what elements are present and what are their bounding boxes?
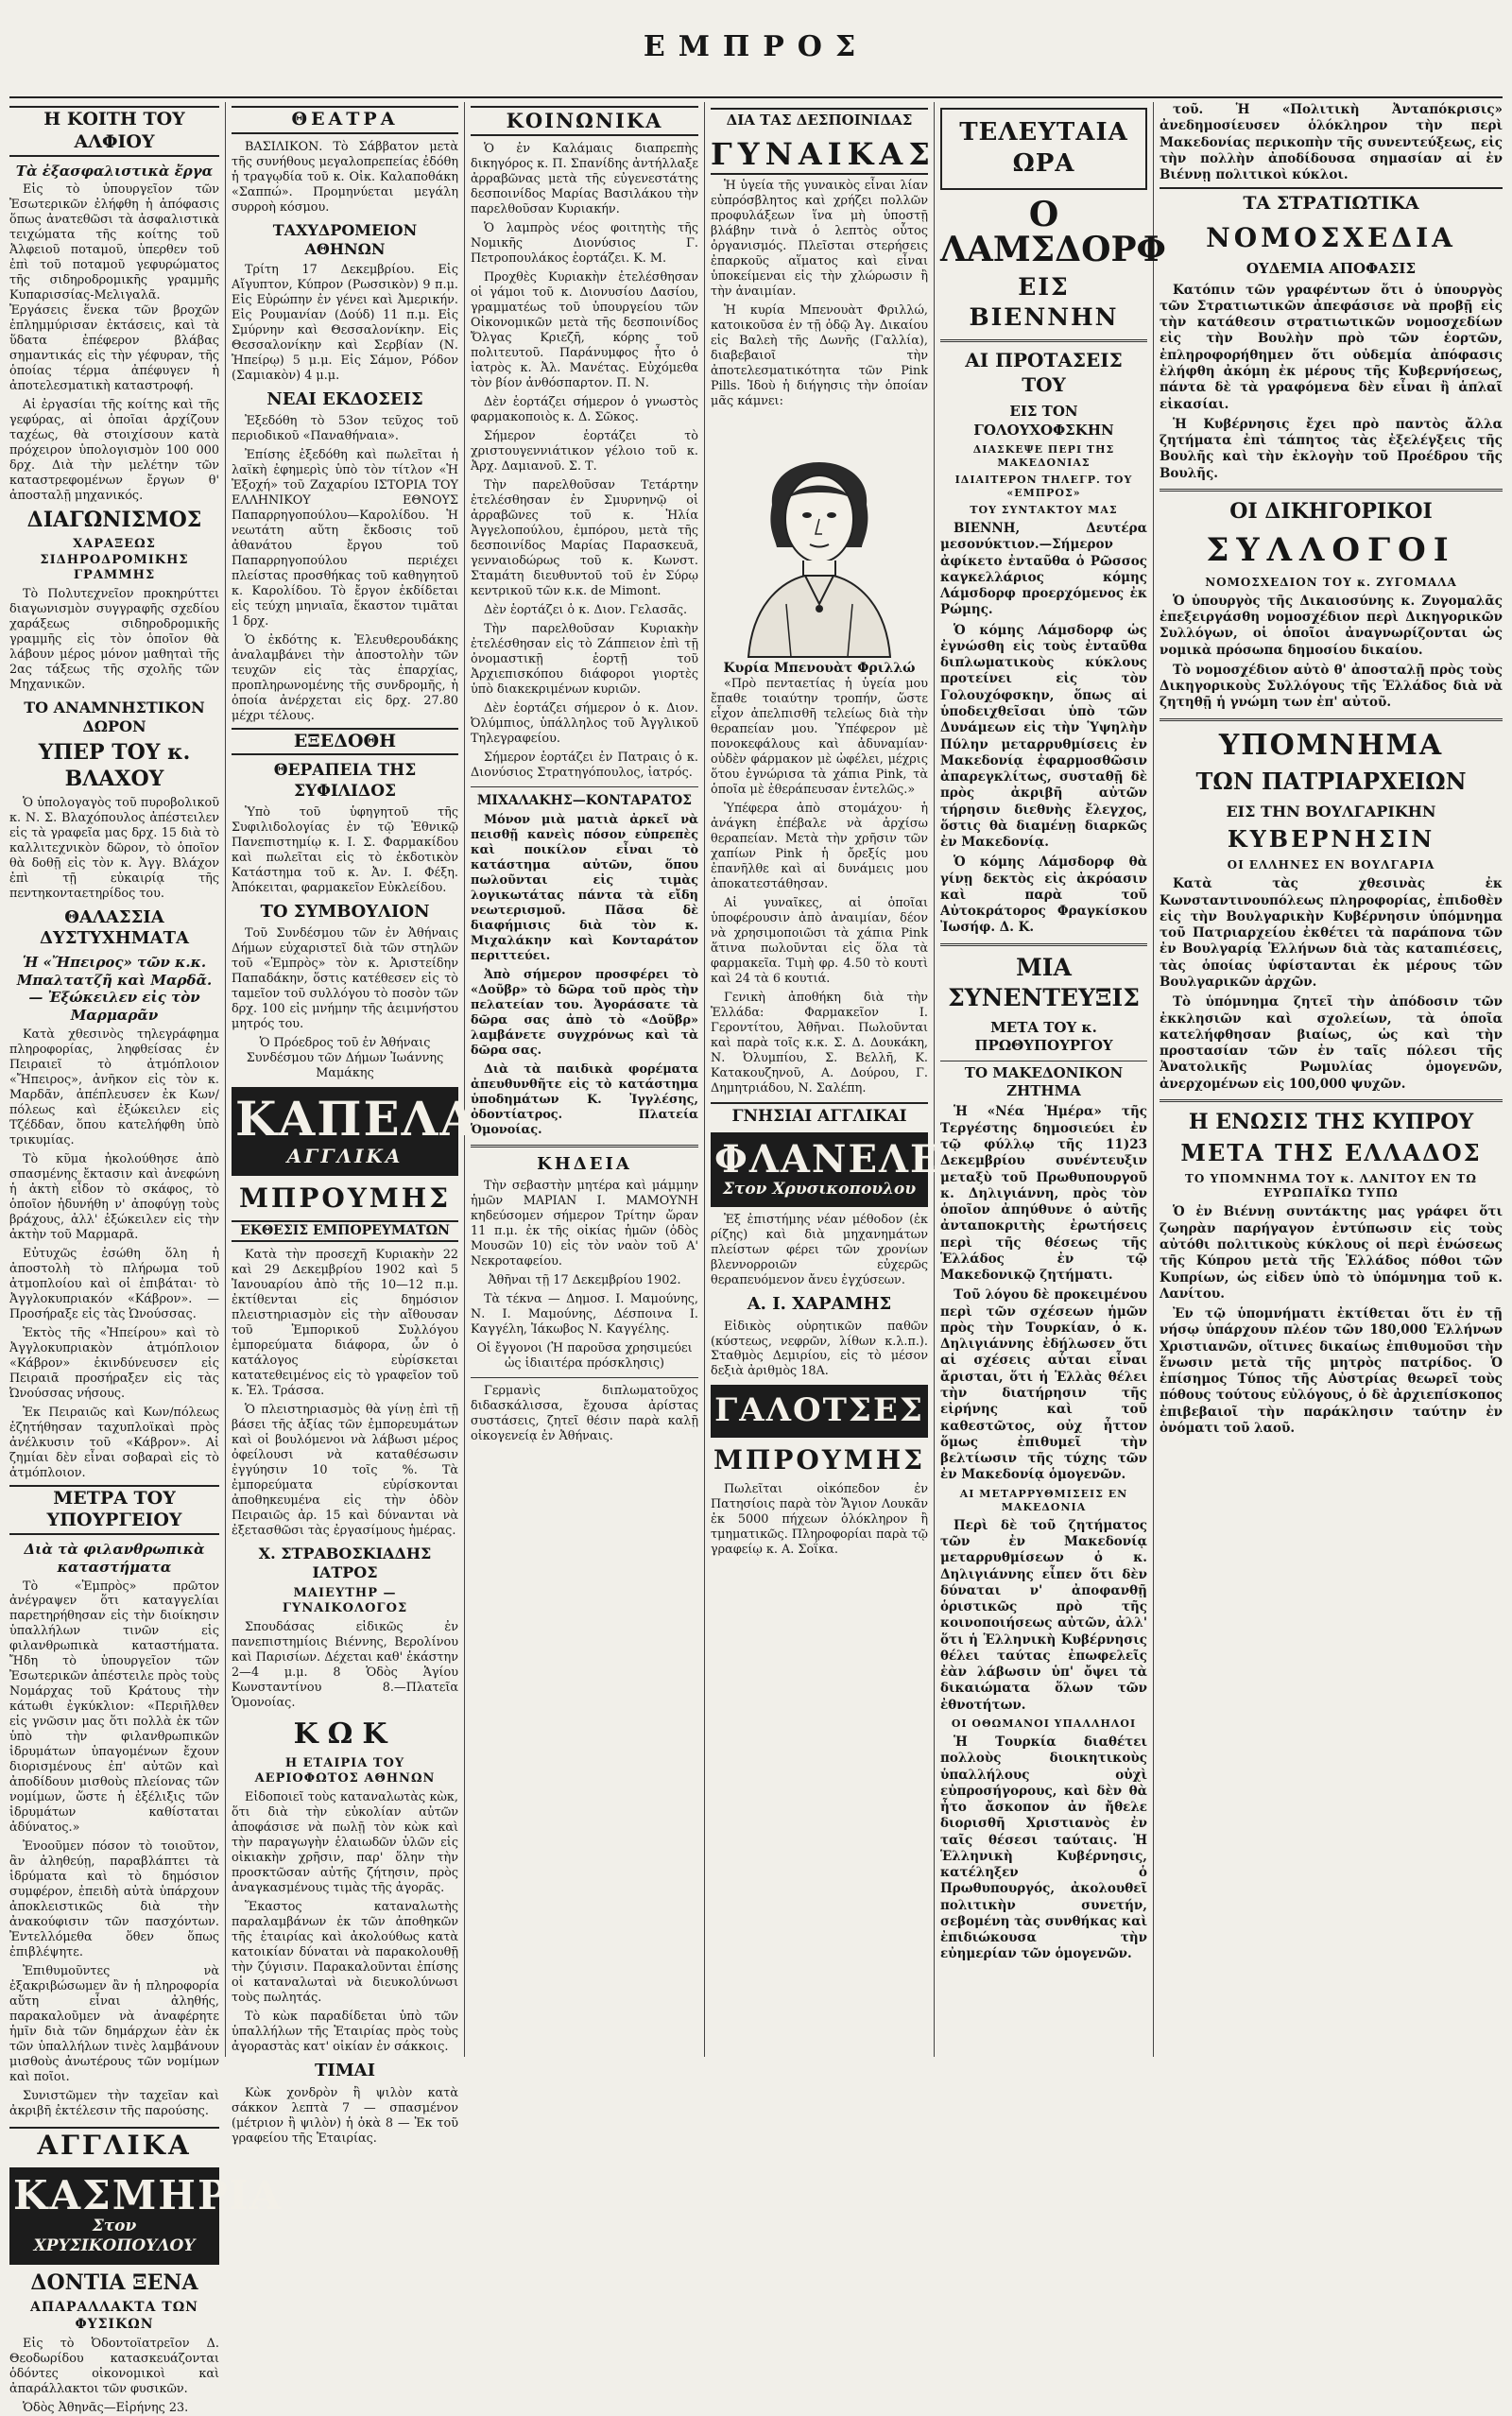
subheadline: ΟΙ ΟΘΩΜΑΝΟΙ ΥΠΑΛΛΗΛΟΙ — [951, 1717, 1137, 1730]
advert-heading: ΓΝΗΣΙΑΙ ΑΓΓΛΙΚΑΙ — [711, 1102, 928, 1127]
paragraph: Ἐν τῷ ὑπομνήματι ἐκτίθεται ὅτι ἐν τῇ νήσῳ ὑπάρχουν πλέον τῶν 180,000 Ἑλλήνων Χριστιανῶν, οἵτινες δικαίως ἐπιθυμοῦσι τὴν ἕνωσιν μετὰ τῆς μητρὸς πατρίδος. Ὁ ἐπίσημος Τύπος τῆς Αὐστρίας θεωρεῖ τοὺς πόθους τούτους εὐλόγους, ὁ δὲ ἀρχιεπίσκοπος ἐπιβεβαιοῖ τὴν παράκλησιν ταύτην ἐν ὀνόματι τοῦ λαοῦ. — [1160, 1306, 1503, 1436]
headline: ΚΥΒΕΡΝΗΣΙΝ — [1227, 825, 1435, 854]
advert-word: ΚΑΠΕΛΑ — [235, 1091, 479, 1148]
paragraph: Προχθὲς Κυριακὴν ἐτελέσθησαν οἱ γάμοι τοῦ κ. Διονυσίου Δασίου, γραμματέως τοῦ ὑπουργείου τῶν Οἰκονομικῶν μετὰ τῆς δεσποινίδος Ὄλγας Κριεζῆ, κόρης τοῦ πολιτευτοῦ. Παράνυμφος ἦτο ὁ ἰατρὸς κ. Ἀλ. Μανέτας. Εὐχόμεθα τὸν βίον ἀνθόσπαρτον. Π. Ν. — [471, 270, 698, 391]
paragraph: Κατόπιν τῶν γραφέντων ὅτι ὁ ὑπουργὸς τῶν Στρατιωτικῶν ἀπεφάσισε νὰ προβῇ εἰς τὴν κατάθεσιν στρατιωτικῶν νομοσχεδίων εἰς τὴν Βουλὴν πρὸ τῶν ἑορτῶν, ἐπληροφορήθημεν ὅτι οὐδεμία ἀπόφασις ἐλήφθη ἀκόμη ἐκ μέρους τῆς Κυβερνήσεως, πάντα δὲ τὰ γραφόμενα δὲν εἶναι ἢ ἁπλαῖ εἰκασίαι. — [1160, 282, 1503, 412]
headline: ΘΕΑΤΡΑ — [232, 106, 458, 134]
headline: ΤΑΧΥΔΡΟΜΕΙΟΝ ΑΘΗΝΩΝ — [272, 220, 418, 258]
paragraph: Γενικὴ ἀποθήκη διὰ τὴν Ἑλλάδα: Φαρμακεῖον Ι. Γεροντίτου, Ἀθῆναι. Πωλοῦνται καὶ παρὰ τοῖς κ.κ. Σ. Δ. Δουκάκη, Ν. Ὀλυμπίου, Σ. Βελλῆ, Κ. Κατακουζηνοῦ, Α. Δούρου, Γ. Δημητριάδου, Ν. Σαλέπη. — [711, 990, 928, 1096]
subheadline: ΤΟ ΥΠΟΜΝΗΜΑ ΤΟΥ κ. ΛΑΝΙΤΟΥ ΕΝ ΤΩ ΕΥΡΩΠΑΪΚΩ ΤΥΠΩ — [1185, 1171, 1477, 1200]
paragraph: ΒΑΣΙΛΙΚΟΝ. Τὸ Σάββατον μετὰ τῆς συνήθους μεγαλοπρεπείας ἐδόθη ἡ τραγῳδία τοῦ κ. Οἰκ. Καλαποθάκη «Σαππώ». Προμηνύεται μεγάλη συρροὴ κόσμου. — [232, 139, 458, 215]
subheadline: ΤΟΥ ΣΥΝΤΑΚΤΟΥ ΜΑΣ — [970, 504, 1118, 516]
paragraph: Τὸ «Ἐμπρὸς» πρῶτον ἀνέγραψεν ὅτι καταγγελίαι παρετηρήθησαν εἰς τὴν διοίκησιν ὑπαλλήλων τινῶν εἰς φιλανθρωπικὰ καταστήματα. Ἤδη τὸ ὑπουργεῖον τῶν Ἐσωτερικῶν ἀπέστειλε πρὸς τοὺς Νομάρχας τοῦ Κράτους τὴν κάτωθι ἐγκύκλιον: «Περιῆλθεν εἰς γνῶσιν μας ὅτι πολλὰ ἐκ τῶν ὑπὸ τὴν φιλανθρωπικῶν ἱδρυμάτων ὑπαγομένων ἔχουν διορισμένους ἐπ' αὐτῶν καὶ ἀποδίδουν μισθοὺς πλείονας τῶν νομίμων, ὥστε ἡ ἐξέλιξις τῶν ἱδρυμάτων καθίσταται ἀδύνατος.» — [9, 1579, 219, 1836]
column-rule — [1153, 102, 1154, 2057]
paragraph: Ὁ ὑπουργὸς τῆς Δικαιοσύνης κ. Ζυγομαλᾶς ἐπεξειργάσθη νομοσχέδιον περὶ Δικηγορικῶν Συλλόγων, οἱ ὁποῖοι ἀναγνωρίζονται ὡς νομικὰ πρόσωπα δημοσίου δικαίου. — [1160, 593, 1503, 658]
newspaper-title: ΕΜΠΡΟΣ — [643, 30, 869, 63]
headline: ΤΙΜΑΙ — [314, 2061, 376, 2081]
advert-hats — [232, 1087, 479, 1176]
divider — [940, 943, 1147, 946]
paragraph: Ὁ ἐν Καλάμαις διαπρεπὴς δικηγόρος κ. Π. Σπανίδης ἀντήλλαξε ἀρραβῶνας μετὰ τῆς εὐγενεστάτης δεσποινίδος Μαρίας Βασιλάκου τὴν παρελθοῦσαν Κυριακήν. — [471, 142, 698, 217]
advert-word: ΦΛΑΝΕΛΕΣ — [714, 1136, 970, 1182]
column-5 — [940, 102, 1166, 2057]
subheadline: ΑΠΑΡΑΛΛΑΚΤΑ ΤΩΝ ΦΥΣΙΚΩΝ — [30, 2300, 198, 2332]
subheadline: Διὰ τὰ φιλανθρωπικὰ καταστήματα — [24, 1541, 205, 1576]
paragraph: Δὲν ἑορτάζει σήμερον ὁ γνωστὸς φαρμακοποιὸς κ. Δ. Σῶκος. — [471, 395, 698, 424]
paragraph: Εἰδικὸς οὐρητικῶν παθῶν (κύστεως, νεφρῶν, λίθων κ.λ.π.). Σταθμὸς Δεμιρίου, εἰς τὸ μέσον δεξιὰ ἀριθμὸς 18Α. — [711, 1319, 928, 1379]
headline: ΑΙ ΠΡΟΤΑΣΕΙΣ ΤΟΥ — [965, 349, 1123, 396]
paragraph: ΒΙΕΝΝΗ, Δευτέρα μεσονύκτιον.—Σήμερον ἀφίκετο ἐνταῦθα ὁ Ρῶσσος καγκελλάριος κόμης Λάμσδορφ προερχόμενος ἐκ Ρώμης. — [940, 521, 1147, 618]
divider — [1160, 489, 1503, 492]
paragraph: Κὼκ χονδρὸν ἢ ψιλὸν κατὰ σάκκον λεπτὰ 7 — σπασμένον (μέτριον ἢ ψιλὸν) ἡ ὀκὰ 8 — Ἐκ τοῦ γραφείου τῆς Ἑταιρίας. — [232, 2085, 458, 2146]
paragraph: Ἐξ ἐπιστήμης νέαν μέθοδον (ἐκ ρίζης) καὶ διὰ μηχανημάτων πλείστων φέρει τῶν χρονίων βλεννορροιῶν εὐχερῶς θεραπευόμενον ἄνευ ἐγχύσεων. — [711, 1213, 928, 1288]
paragraph: Τὴν παρελθοῦσαν Τετάρτην ἐτελέσθησαν ἐν Σμυρνηνῷ οἱ ἀρραβῶνες τοῦ κ. Ἠλία Ἀγγελοπούλου, ἐμπόρου, μετὰ τῆς δεσποινίδος Μαρίας Παρασκευᾶ, γενναιοδώρως τοῦ κ. Κωνστ. Σταμάτη διευθυντοῦ τοῦ ἐν Σύρῳ κεντρικοῦ τῶν κ.κ. de Mimont. — [471, 477, 698, 598]
paragraph: Τρίτη 17 Δεκεμβρίου. Εἰς Αἴγυπτον, Κύπρον (Ρωσσικὸν) 9 π.μ. Εἰς Εὐρώπην ἐν γένει καὶ Ἀμερικήν. Εἰς Ρουμανίαν (Δούδ) 11 π.μ. Εἰς Σμύρνην καὶ Θεσσαλονίκην. Εἰς Θεσσαλονίκην καὶ Σερβίαν (Ν. Ἠπείρῳ) 5 μ.μ. Εἰς Σάμον, Ρόδον (Σαμιακὸν) 4 μ.μ. — [232, 262, 458, 383]
advert-shop-name: ΜΠΡΟΥΜΗΣ — [713, 1444, 926, 1476]
paragraph: Ὁ κόμης Λάμσδορφ ὡς ἐγνώσθη εἰς τοὺς ἐνταῦθα διπλωματικοὺς κύκλους προτείνει εἰς τὸν Γολουχόφσκην, ὅπως αἱ ὑποδειχθεῖσαι ὑπὸ τῶν Δυνάμεων εἰς τὴν Ὑψηλὴν Πύλην μεταρρυθμίσεις ἐν Μακεδονίᾳ ἐφαρμοσθῶσιν ἀπαρεγκλίτως, συσταθῇ δὲ πρὸς ἀκριβῆ αὐτῶν τήρησιν διεθνὴς ἔλεγχος, ὅστις θὰ διαμένῃ διαρκῶς ἐν Μακεδονίᾳ. — [940, 622, 1147, 851]
paragraph: Κατὰ τὰς χθεσινὰς ἐκ Κωνσταντινουπόλεως πληροφορίας, ἐπιδοθὲν εἰς τὴν Βουλγαρικὴν Κυβέρνησιν ὑπόμνημα τοῦ Πατριαρχείου ἐκθέτει τὰ παράπονα τῶν ἐν Βουλγαρίᾳ Ἑλλήνων διὰ τὰς καταπιέσεις, τὰς ὁποίας ὑφίστανται ἐκ μέρους τῶν Βουλγαρικῶν ἀρχῶν. — [1160, 876, 1503, 990]
headline: ΤΟ ΜΑΚΕΔΟΝΙΚΟΝ ΖΗΤΗΜΑ — [940, 1061, 1147, 1100]
paragraph: Γερμανὶς διπλωματοῦχος διδασκάλισσα, ἔχουσα ἀρίστας συστάσεις, ζητεῖ θέσιν παρὰ καλῇ οἰκογενείᾳ ἐν Ἀθήναις. — [471, 1384, 698, 1444]
column-rule — [934, 102, 935, 2057]
headline: ΥΠΟΜΝΗΜΑ — [1218, 728, 1444, 762]
paragraph: Περὶ δὲ τοῦ ζητήματος τῶν ἐν Μακεδονίᾳ μεταρρυθμίσεων ὁ κ. Δηλιγιάννης εἶπεν ὅτι δὲν δύναται ν' ἀποφανθῇ ὁριστικῶς πρὸ τῆς κοινοποιήσεως αὐτῶν, ἀλλ' ὅτι ἡ Ἑλληνικὴ Κυβέρνησις θέλει ταύτας ἐπωφελεῖς ἐὰν λάβωσιν ὑπ' ὄψει τὰ δικαιώματα ὅλων τῶν ἐθνοτήτων. — [940, 1517, 1147, 1713]
paragraph: Συνιστῶμεν τὴν ταχεῖαν καὶ ἀκριβῆ ἐκτέλεσιν τῆς παρούσης. — [9, 2088, 219, 2118]
divider — [940, 339, 1147, 342]
advert-flannels — [711, 1132, 970, 1207]
paragraph: Δὲν ἑορτάζει ὁ κ. Διον. Γελασᾶς. — [484, 602, 688, 617]
advert-shop-name: ΜΠΡΟΥΜΗΣ — [238, 1182, 452, 1214]
headline: Η ΕΝΩΣΙΣ ΤΗΣ ΚΥΠΡΟΥ — [1188, 1109, 1474, 1134]
paragraph: Σήμερον ἑορτάζει ἐν Πατραις ὁ κ. Διονύσιος Στρατηγόπουλος, ἰατρός. — [471, 750, 698, 780]
column-3 — [471, 102, 698, 2057]
paragraph: Τὸ κῦμα ἠκολούθησε ἀπὸ σπασμένης ἔκτασιν καὶ ἀνεφώνη ἡ ἀκτὴ εἶδον τὸ σκάφος, τὸ ὁποῖον ἠδυνήθη ν' ἀποφύγῃ τοὺς βράχους, ἀλλ' ἐξώκειλεν εἰς τὴν ἀκτὴν τοῦ Μαρμαρᾶ. — [9, 1151, 219, 1242]
headline: ΤΑ ΣΤΡΑΤΙΩΤΙΚΑ — [1160, 187, 1503, 215]
paragraph: τοῦ. Ἡ «Πολιτικὴ Ἀνταπόκρισις» ἀνεδημοσίευσεν ὁλόκληρον τὴν περὶ Μακεδονίας περικοπὴν τῆς συνεντεύξεως, εἰς τὴν πολλὴν ἀποδίδουσα σημασίαν αἱ ἐν Βιέννῃ πολιτικοὶ κύκλοι. — [1160, 102, 1503, 183]
divider — [1160, 718, 1503, 721]
paragraph: Ὁ ὑπολογαγὸς τοῦ πυροβολικοῦ κ. Ν. Σ. Βλαχόπουλος ἀπέστειλεν εἰς τὰ γραφεῖα μας δρχ. 15 διὰ τὸ καλλιτεχνικὸν δῶρον, τὸ ὁποῖον θὰ δοθῇ εἰς τὸν κ. Ἀγγ. Βλάχον ἐπὶ τῇ εὐκαιρίᾳ τῆς πεντηκονταετηρίδος του. — [9, 796, 219, 901]
headline: ΚΩΚ — [293, 1717, 397, 1752]
paragraph: Τὸ κὼκ παραδίδεται ὑπὸ τῶν ὑπαλλήλων τῆς Ἑταιρίας πρὸς τοὺς ἀγοραστὰς κατ' οἰκίαν ἐν σάκκοις. — [232, 2010, 458, 2055]
headline: ΘΕΡΑΠΕΙΑ ΤΗΣ ΣΥΦΙΛΙΔΟΣ — [273, 761, 417, 801]
headline: ΝΟΜΟΣΧΕΔΙΑ — [1206, 221, 1456, 253]
headline: ΕΚΘΕΣΙΣ ΕΜΠΟΡΕΥΜΑΤΩΝ — [232, 1220, 458, 1243]
column-2 — [232, 102, 479, 2146]
subheadline: Ἡ «Ἤπειρος» τῶν κ.κ. Μπαλτατζῆ καὶ Μαρδᾶ. — Ἐξώκειλεν εἰς τὸν Μαρμαρᾶν — [16, 953, 213, 1025]
paragraph: Πωλεῖται οἰκόπεδον ἐν Πατησίοις παρὰ τὸν Ἅγιον Λουκᾶν ἐκ 5000 πήχεων ὁλόκληρον ἢ τμηματικῶς. Πληροφορίαι παρὰ τῷ γραφείῳ κ. Α. Σοΐκα. — [711, 1482, 928, 1558]
paragraph: Ὁ κόμης Λάμσδορφ θὰ γίνῃ δεκτὸς εἰς ἀκρόασιν καὶ παρὰ τοῦ Αὐτοκράτορος Φραγκίσκου Ἰωσήφ. Δ. Κ. — [940, 854, 1147, 936]
paragraph: Ἐκτὸς τῆς «Ἠπείρου» καὶ τὸ Ἀγγλοκυπριακὸν ἀτμόπλοιον «Κάβρον» ἐκινδύνευσεν εἰς Πειραιᾶ προσήραξεν εἰς τὰς Ὠνούσσας νήσους. — [9, 1325, 219, 1401]
paragraph: Ἐπιθυμοῦντες νὰ ἐξακριβώσωμεν ἂν ἡ πληροφορία αὕτη εἶναι ἀληθής, παρακαλοῦμεν νὰ ἀναφέρητε ἡμῖν διὰ τῶν δημάρχων ἐὰν ἐκ τῶν ὑπαλλήλων τινὲς λαμβάνουν μισθοὺς ἀνωτέρους τῶν νομίμων καὶ ποῖοι. — [9, 1964, 219, 2084]
paragraph: Ἡ Τουρκία διαθέτει πολλοὺς διοικητικοὺς ὑπαλλήλους οὐχὶ εὐπροσήγορους, καὶ δὲν θὰ ἦτο ἄσκοπον ἀν ἤθελε διορισθῆ Χριστιανὸς ἐν ταῖς θέσεσι ταύταις. Ἡ Ἑλληνικὴ Κυβέρνησις, κατέληξεν ὁ Πρωθυπουργός, ἀκολουθεῖ πολιτικὴν συνετήν, σεβομένη τὰς συνθήκας καὶ ἐπιδιώκουσα τὴν εὐημερίαν τῶν ὁμογενῶν. — [940, 1734, 1147, 1962]
subheadline: ΟΙ ΕΛΛΗΝΕΣ ΕΝ ΒΟΥΛΓΑΡΙΑ — [1227, 858, 1435, 872]
paragraph: Σήμερον ἑορτάζει τὸ χριστουγεννιάτικον γέλοιο τοῦ κ. Ἀρχ. Δαμιανοῦ. Σ. Τ. — [471, 428, 698, 474]
column-rule — [464, 102, 465, 2057]
paragraph: Κατὰ τὴν προσεχῆ Κυριακὴν 22 καὶ 29 Δεκεμβρίου 1902 καὶ 5 Ἰανουαρίου ἀπὸ τῆς 10—12 π.μ. ἐκτίθενται εἰς δημόσιον πλειστηριασμὸν εἰς τὴν αἴθουσαν τοῦ Ἐμπορικοῦ Συλλόγου ἐμπορεύματα διάφορα, ὧν ὁ κατάλογος εὑρίσκεται κατατεθειμένος εἰς τὸ γραφεῖον τοῦ κ. Ἐλ. Τράσσα. — [232, 1248, 458, 1399]
paragraph: Μόνον μιὰ ματιὰ ἀρκεῖ νὰ πεισθῇ κανεὶς πόσον εὐπρεπὲς καὶ ποικίλον εἶναι τὸ κατάστημα αὐτῶν, ὅπου πωλοῦνται εἰς τιμὰς λογικωτάτας πάντα τὰ εἴδη νεωτερισμοῦ. Πᾶσα δὲ διαφήμισις διὰ τὸν κ. Μιχαλάκην καὶ Κονταράτον περιττεύει. — [471, 813, 698, 963]
advert-shop-name: Στον ΧΡΥΣΙΚΟΠΟΥΛΟΥ — [33, 2217, 196, 2256]
headline: ΟΙ ΔΙΚΗΓΟΡΙΚΟΙ — [1229, 498, 1433, 524]
subheadline: ΔΙΑΣΚΕΨΕ ΠΕΡΙ ΤΗΣ ΜΑΚΕΔΟΝΙΑΣ — [972, 442, 1115, 469]
paragraph: Τοῦ Συνδέσμου τῶν ἐν Ἀθήναις Δήμων εὐχαριστεῖ διὰ τῶν στηλῶν τοῦ «Ἐμπρὸς» τὸν κ. Ἀριστείδην Παπαδάκην, ὅστις κατέθεσεν εἰς τὸ ταμεῖον τοῦ συλλόγου τὸ ποσὸν τῶν δρχ. 100 εἰς μνήμην τῆς ἀειμνήστου μητρός του. — [232, 926, 458, 1032]
divider — [471, 1145, 698, 1148]
paragraph: Ἡ Κυβέρνησις ἔχει πρὸ παντὸς ἄλλα ζητήματα ἐπὶ τάπητος τὰς ἐξελέγξεις τῆς Βουλῆς καὶ τὴν ἐκλογὴν τοῦ Προέδρου τῆς Βουλῆς. — [1160, 416, 1503, 481]
column-rule — [225, 102, 226, 2057]
paragraph: Τὴν σεβαστὴν μητέρα καὶ μάμμην ἡμῶν ΜΑΡΙΑΝ Ι. ΜΑΜΟΥΝΗ κηδεύσομεν σήμερον Τρίτην ὥραν 11 π.μ. ἐκ τῆς οἰκίας ἡμῶν (ὁδὸς Μουσῶν 10) εἰς τὸν ναὸν τοῦ Α' Νεκροταφείου. — [471, 1179, 698, 1269]
paragraph: Ὁ ἐν Βιέννῃ συντάκτης μας γράφει ὅτι ζωηρὰν παρήγαγον ἐντύπωσιν εἰς τοὺς αὐτόθι πολιτικοὺς κύκλους οἱ περὶ ἑνώσεως τῆς Κύπρου μετὰ τῆς Ἑλλάδος πόθοι τῶν Κυπρίων, ὡς εἰδεν ὑπὸ τὸ ὑπόμνημα τοῦ κ. Λανίτου. — [1160, 1204, 1503, 1302]
divider — [1160, 1099, 1503, 1102]
paragraph: Εἰς τὸ ὑπουργεῖον τῶν Ἐσωτερικῶν ἐλήφθη ἡ ἀπόφασις ὅπως ἀνατεθῶσι τὰ ἀσφαλιστικὰ τειχώματα τῆς κοίτης τοῦ Ἀλφειοῦ ποταμοῦ, ὑπερθεν τοῦ ἐπὶ τοῦ ποταμοῦ γεφυρώματος τῆς σιδηροδρομικῆς γραμμῆς Κυπαρισσίας-Μελιγαλᾶ. Ἐργάσεις ἕνεκα τῶν βροχῶν ἐπλημμύρισαν ἐκτάσεις, καὶ τὰ ὕδατα ἐπέφερον βλάβας σημαντικάς εἰς τὴν γέφυραν, τῆς ὁποίας τέρμα ἀπέφυγεν ἡ ἀποτελεσματικὴ καταστροφή. — [9, 182, 219, 394]
paragraph: Οἱ ἔγγονοι (Ἡ παροῦσα χρησιμεύει ὡς ἰδιαιτέρα πρόσκλησις) — [476, 1341, 693, 1372]
headline: Η ΚΟΙΤΗ ΤΟΥ ΑΛΦΙΟΥ — [9, 106, 219, 157]
headline: ΜΙΧΑΛΑΚΗΣ—ΚΟΝΤΑΡΑΤΟΣ — [476, 792, 693, 808]
headline: ΤΟ ΑΝΑΜΝΗΣΤΙΚΟΝ ΔΩΡΟΝ — [24, 699, 205, 736]
paragraph: Ἕκαστος καταναλωτὴς παραλαμβάνων ἐκ τῶν ἀποθηκῶν τῆς ἑταιρίας καὶ ἀκολούθως κατὰ κατοικίαν δύναται νὰ παρακολουθῇ τὴν ζύγισιν. Παρακαλοῦνται ἐπίσης οἱ καταναλωταὶ νὰ διευκολύνωσι τοὺς πωλητάς. — [232, 1900, 458, 2006]
headline: ΔΙΑ ΤΑΣ ΔΕΣΠΟΙΝΙΔΑΣ — [711, 108, 928, 129]
masthead — [9, 28, 1503, 98]
paragraph: Ἐπίσης ἐξεδόθη καὶ πωλεῖται ἡ λαϊκὴ ἐφημερὶς ὑπὸ τὸν τίτλον «Ἡ Ἐξοχή» τοῦ Ζαχαρίου ΙΣΤΟΡΙΑ ΤΟΥ ΕΛΛΗΝΙΚΟΥ ΕΘΝΟΥΣ Παπαρρηγοπούλου—Καρολίδου. Ἡ νεωτάτη αὕτη ἔκδοσις τοῦ ἀθανάτου ἔργου τοῦ Παπαρρηγοπούλου περιέχει πλείστας προσθήκας τοῦ καθηγητοῦ κ. Καρολίδου. Τὸ ἔργον ἐκδίδεται εἰς τεύχη μηνιαῖα, ἕκαστον τιμᾶται 1 δρχ. — [232, 448, 458, 629]
paragraph: Κατὰ χθεσινὸς τηλεγράφημα πληροφορίας, ληφθείσας ἐν Πειραιεῖ τὸ ἀτμόπλοιον «Ἤπειρος», ἀνῆκον εἰς τὸν κ. Μαρδᾶν, ἀπέπλευσεν ἐκ Κων/πόλεως καὶ ἐξώκειλεν εἰς Τζέδδαν, ὅπου κατελήφθη ὑπὸ τρικυμίας. — [9, 1027, 219, 1148]
headline: ΔΙΑΓΩΝΙΣΜΟΣ — [26, 507, 202, 532]
paragraph: Ἐξεδόθη τὸ 53ον τεῦχος τοῦ περιοδικοῦ «Παναθήναια». — [232, 414, 458, 444]
headline: ΤΟ ΣΥΜΒΟΥΛΙΟΝ — [260, 901, 430, 922]
paragraph: Ὑπέφερα ἀπὸ στομάχου· ἡ ἀνάγκη ἐπέβαλε νὰ ἀρχίσω θεραπείαν. Μετὰ τὴν χρῆσιν τῶν χαπίων Pink ἡ ὄρεξίς μου ἐπανῆλθε καὶ αἱ δυνάμεις μου ἀποκατεστάθησαν. — [711, 801, 928, 891]
paragraph: Εἰδοποιεῖ τοὺς καταναλωτὰς κὼκ, ὅτι διὰ τὴν εὐκολίαν αὐτῶν ἀποφάσισε νὰ πωλῇ τὸν κὼκ καὶ τὴν παραγωγὴν ἐλαιωδῶν ὑλῶν εἰς οἰκιακὴν χρῆσιν, παρ' ὅλην τὴν προσκτῶσαν αὐτῆς ζήτησιν, πρὸς ἀναγκασμένους τιμὰς τῆς ἀγορᾶς. — [232, 1790, 458, 1896]
subheadline: ΜΑΙΕΥΤΗΡ — ΓΥΝΑΙΚΟΛΟΓΟΣ — [282, 1585, 408, 1616]
headline: ΥΠΕΡ ΤΟΥ κ. ΒΛΑΧΟΥ — [38, 740, 191, 791]
headline: ΜΕΤΑ ΤΟΥ κ. ΠΡΩΘΥΠΟΥΡΓΟΥ — [974, 1018, 1113, 1054]
paragraph: Σπουδάσας εἰδικῶς ἐν πανεπιστημίοις Βιέννης, Βερολίνου καὶ Παρισίων. Δέχεται καθ' ἑκάστην 2—4 μ.μ. 8 Ὁδὸς Ἁγίου Κωνσταντίνου 8.—Πλατεῖα Ὁμονοίας. — [232, 1620, 458, 1711]
divider — [471, 786, 698, 787]
paragraph: Δὲν ἑορτάζει σήμερον ὁ κ. Διον. Ὀλύμπιος, ὑπάλληλος τοῦ Ἀγγλικοῦ Τηλεγραφείου. — [471, 700, 698, 746]
headline: Α. Ι. ΧΑΡΑΜΗΣ — [747, 1294, 892, 1315]
column-1 — [9, 102, 283, 2415]
paragraph: Ὑπὸ τοῦ ὑφηγητοῦ τῆς Συφιλιδολογίας ἐν τῷ Ἐθνικῷ Πανεπιστημίῳ κ. Ι. Σ. Φαρμακίδου καὶ πωλεῖται εἰς τὸ ἐκδοτικὸν Κατάστημα τοῦ κ. Ἀν. Ι. Φέξη. Ἀπόκειται, φαρμακεῖον Εὐκλείδου. — [232, 804, 458, 895]
advert-word: ΓΑΛΟΤΣΕΣ — [714, 1391, 924, 1430]
paragraph: Τὰ τέκνα — Δημοσ. Ι. Μαμούνης, Ν. Ι. Μαμούνης, Δέσποινα Ι. Καγγέλη, Ἰάκωβος Ν. Καγγέλης. — [471, 1292, 698, 1337]
paragraph: Ἡ ὑγεία τῆς γυναικὸς εἶναι λίαν εὐπρόσβλητος καὶ χρήζει πολλῶν προφυλάξεων ἵνα μὴ ὑποστῇ βλάβην τινὰ ὁ λεπτὸς οὗτος ὀργανισμός. Πλεῖσται στερήσεις ἐπαρκοῦς αἵματος καὶ εἶναι ὑποκείμεναι εἰς τὴν χλώρωσιν ἢ τὴν ἀναιμίαν. — [711, 178, 928, 299]
headline: ΜΙΑ ΣΥΝΕΝΤΕΥΞΙΣ — [948, 953, 1140, 1011]
advert-galoshes — [711, 1385, 928, 1438]
subheadline: Η ΕΤΑΙΡΙΑ ΤΟΥ ΑΕΡΙΟΦΩΤΟΣ ΑΘΗΝΩΝ — [254, 1755, 436, 1786]
subheadline: Τὰ ἐξασφαλιστικὰ ἔργα — [15, 162, 214, 180]
advert-subtitle: ΑΓΓΛΙΚΑ — [286, 1144, 404, 1167]
subheadline: ΝΟΜΟΣΧΕΔΙΟΝ ΤΟΥ κ. ΖΥΓΟΜΑΛΑ — [1205, 575, 1457, 589]
headline: ΕΙΣ ΒΙΕΝΝΗΝ — [969, 273, 1119, 332]
headline: ΔΟΝΤΙΑ ΞΕΝΑ — [30, 2269, 198, 2295]
headline: ΚΟΙΝΩΝΙΚΑ — [471, 106, 698, 136]
paragraph: Τὴν παρελθοῦσαν Κυριακὴν ἐτελέσθησαν εἰς τὸ Ζάππειον ἐπὶ τῇ ὀνομαστικῇ ἑορτῇ τοῦ Ἀρχιεπισκόπου διάφοροι γιορτὲς ὑπὸ διακεκριμένων κυριῶν. — [471, 621, 698, 697]
paragraph: Ὁ Πρόεδρος τοῦ ἐν Ἀθήναις Συνδέσμου τῶν Δήμων Ἰωάννης Μαμάκης — [246, 1036, 444, 1081]
headline: Ο ΛΑΜΣΔΟΡΦ — [940, 194, 1166, 270]
paragraph: Διὰ τὰ παιδικὰ φορέματα ἀπευθυνθῆτε εἰς τὸ κατάστημα ὑποδημάτων Κ. Ἰγγλέσης, ὀδοντίατρος. Πλατεία Ὁμονοίας. — [471, 1061, 698, 1137]
paragraph: Ὁ πλειστηριασμὸς θὰ γίνῃ ἐπὶ τῇ βάσει τῆς ἀξίας τῶν ἐμπορευμάτων καὶ οἱ βουλόμενοι νὰ λάβωσι μέρος ὀφείλουσι νὰ καταθέσωσιν ἐγγύησιν 10 τοῖς %. Τὰ ἐμπορεύματα εὑρίσκονται ἀποθηκευμένα εἰς τὴν ὁδὸν Πειραιῶς ἀρ. 15 καὶ δύνανται νὰ ἐξετασθῶσι τὰς ἐργασίμους ἡμέρας. — [232, 1403, 458, 1538]
paragraph: Ἡ «Νέα Ἡμέρα» τῆς Τεργέστης δημοσιεύει ἐν τῷ φύλλῳ τῆς 11)23 Δεκεμβρίου συνέντευξιν μεταξὺ τοῦ Πρωθυπουργοῦ κ. Δηλιγιάννη, πρὸς τὸν ὁποῖον ἀπηύθυνε ὁ αὐτῆς ἀνταποκριτὴς ἐρωτήσεις περὶ τῆς θέσεως τῆς Ἑλλάδος ἐν τῷ Μακεδονικῷ ζητήματι. — [940, 1104, 1147, 1284]
headline: ΤΕΛΕΥΤΑΙΑ ΩΡΑ — [959, 118, 1128, 179]
subheadline: ΑΙ ΜΕΤΑΡΡΥΘΜΙΣΕΙΣ ΕΝ ΜΑΚΕΔΟΝΙΑ — [959, 1487, 1128, 1513]
headline: ΓΥΝΑΙΚΑΣ — [711, 135, 928, 175]
headline: ΕΙΣ ΤΗΝ ΒΟΥΛΓΑΡΙΚΗΝ — [1226, 802, 1436, 820]
paragraph: Ἀθῆναι τῇ 17 Δεκεμβρίου 1902. — [488, 1273, 681, 1288]
paragraph: Εἰς τὸ Ὀδοντοϊατρεῖον Δ. Θεοδωρίδου κατασκευάζονται ὁδόντες οἰκονομικοὶ καὶ ἀπαράλλακτοι τῶν φυσικῶν. — [9, 2337, 219, 2396]
paragraph: Τὸ Πολυτεχνεῖον προκηρύττει διαγωνισμὸν συγγραφῆς σχεδίου χαράξεως σιδηροδρομικῆς γραμμῆς εἰς τὸν ὁποῖον θὰ λάβουν μέρος μόνον μαθηταὶ τῆς 2ας τάξεως τῆς σχολῆς τῶν Μηχανικῶν. — [9, 587, 219, 693]
paragraph: Αἱ γυναῖκες, αἱ ὁποῖαι ὑποφέρουσιν ἀπὸ ἀναιμίαν, δέον νὰ χρησιμοποιῶσι τὰ χάπια Pink ἅτινα πωλοῦνται εἰς ὅλα τὰ φαρμακεῖα. Τιμὴ φρ. 4.50 τὸ κουτὶ καὶ 24 τὰ 6 κουτιά. — [711, 895, 928, 986]
subheadline: ΙΔΙΑΙΤΕΡΟΝ ΤΗΛΕΓΡ. ΤΟΥ «ΕΜΠΡΟΣ» — [954, 473, 1133, 499]
paragraph: Τοῦ λόγου δὲ προκειμένου περὶ τῶν σχέσεων ἡμῶν πρὸς τὴν Τουρκίαν, ὁ κ. Δηλιγιάννης ἐδήλωσεν ὅτι αἱ σχέσεις αὗται εἶναι ἄρισται, ὅτι ἡ Ἑλλὰς θέλει τὴν διατήρησιν τῆς εἰρήνης καὶ τοῦ καθεστῶτος, οὐχ ἧττον ὅμως ἐπιθυμεῖ τὴν βελτίωσιν τῆς τύχης τῶν ἐν Μακεδονίᾳ ὁμογενῶν. — [940, 1287, 1147, 1483]
headline: ΝΕΑΙ ΕΚΔΟΣΕΙΣ — [266, 388, 423, 409]
headline: ΣΥΛΛΟΓΟΙ — [1206, 531, 1456, 569]
headline: ΤΩΝ ΠΑΤΡΙΑΡΧΕΙΩΝ — [1195, 768, 1467, 796]
advert-word: ΚΑΣΜΗΡΙΑ — [13, 2171, 283, 2218]
paragraph: «Πρὸ πενταετίας ἡ ὑγεία μου ἔπαθε τοιαύτην τροπήν, ὥστε εἶχον ἀπελπισθῆ τελείως διὰ τὴν θεραπείαν μου. Ὑπέφερον μὲ πονοκεφάλους καὶ ἀδυναμίαν· οὐδὲν φάρμακον μὲ ὠφέλει, μέχρις ὅτου ἐγνώρισα τὰ χάπια Pink, τὰ ὁποῖα μὲ ἐθεράπευσαν ἐντελῶς.» — [711, 677, 928, 797]
paragraph: Ἐκ Πειραιῶς καὶ Κων/πόλεως ἐζητήθησαν ταχυπλοϊκαὶ πρὸς ἀνέλκυσιν τοῦ «Κάβρον». Αἱ ζημίαι δὲν εἶναι σοβαραὶ εἰς τὸ ἀτμόπλοιον. — [9, 1405, 219, 1480]
subheadline: ΧΑΡΑΞΕΩΣ ΣΙΔΗΡΟΔΡΟΜΙΚΗΣ ΓΡΑΜΜΗΣ — [40, 537, 189, 582]
advert-heading: ΑΓΓΛΙΚΑ — [9, 2127, 219, 2162]
column-rule — [704, 102, 705, 2057]
paragraph: Τὸ νομοσχέδιον αὐτὸ θ' ἀποσταλῇ πρὸς τοὺς Δικηγορικοὺς Συλλόγους τῆς Ἑλλάδος διὰ νὰ ζητηθῇ ἡ γνώμη των ἐπ' αὐτοῦ. — [1160, 662, 1503, 711]
advert-cashmere — [9, 2167, 283, 2265]
paragraph: Ἀπὸ σήμερον προσφέρει τὸ «Δοῦβρ» τὸ δῶρα τοῦ πρὸς τὴν πελατείαν του. Ἀγοράσατε τὰ δῶρα σας ἀπὸ τὸ «Δοῦβρ» λαμβάνετε συγχρόνως καὶ τὰ δῶρα σας. — [471, 967, 698, 1058]
portrait-caption: Κυρία Μπενουὰτ Φριλλώ — [723, 660, 916, 676]
paragraph: Ὁδὸς Ἀθηνᾶς—Εἰρήνης 23. — [23, 2400, 189, 2415]
advert-shop-name: Στον Χρυσικοπουλου — [722, 1179, 917, 1199]
headline: ΘΑΛΑΣΣΙΑ ΔΥΣΤΥΧΗΜΑΤΑ — [39, 906, 189, 949]
paragraph: Ἐνοοῦμεν πόσον τὸ τοιοῦτον, ἂν ἀληθεύῃ, παραβλάπτει τὰ ἱδρύματα καὶ τὸ δημόσιον συμφέρον, ἐπειδὴ αὐτὰ ὑπάρχουν ἀποκλειστικῶς διὰ τὴν ἀνακούφισιν τῶν πασχόντων. Ἐντελλόμεθα ὅθεν ὅπως ἐπιβλέψητε. — [9, 1839, 219, 1960]
paragraph: Ὁ ἐκδότης κ. Ἐλευθερουδάκης ἀναλαμβάνει τὴν ἀποστολὴν τῶν τευχῶν εἰς τὰς ἐπαρχίας, προπληρωνομένης τῆς συνδρομῆς, ἡ ὁποία ἀνέρχεται εἰς δρχ. 27.80 μέχρι τέλους. — [232, 632, 458, 723]
column-4 — [711, 102, 970, 2057]
headline: ΕΞΕΔΟΘΗ — [232, 728, 458, 756]
headline: ΚΗΔΕΙΑ — [537, 1153, 632, 1174]
headline: Χ. ΣΤΡΑΒΟΣΚΙΑΔΗΣ ΙΑΤΡΟΣ — [258, 1544, 432, 1581]
paragraph: Αἱ ἐργασίαι τῆς κοίτης καὶ τῆς γεφύρας, αἱ ὁποῖαι ἀρχίζουν ταχέως, θὰ στοιχίσουν κατὰ πρόχειρον ὑπολογισμὸν 100 000 δρχ. Διὰ τὴν μελέτην τῶν καταστρεφομένων ἔργων θ' ἀποσταλῇ μηχανικός. — [9, 398, 219, 503]
paragraph: Ὁ λαμπρὸς νέος φοιτητὴς τῆς Νομικῆς Διονύσιος Γ. Πετροπουλάκος ἑορτάζει. Κ. Μ. — [471, 221, 698, 267]
headline: ΜΕΤΑ ΤΗΣ ΕΛΛΑΔΟΣ — [1180, 1139, 1482, 1166]
woman-portrait-illustration — [720, 415, 919, 657]
paragraph: Ἡ κυρία Μπενουὰτ Φριλλώ, κατοικοῦσα ἐν τῇ ὁδῷ Ἀγ. Δικαίου εἰς Βαλεὴ τῆς Δωνῆς (Γαλλία), διαβεβαιοῖ τὴν ἀποτελεσματικότητα τῶν Pink Pills. Ἰδοὺ ἡ διήγησις τὴν ὁποίαν μᾶς κάμνει: — [711, 302, 928, 408]
divider — [471, 1377, 698, 1378]
headline: ΕΙΣ ΤΟΝ ΓΟΛΟΥΧΟΦΣΚΗΝ — [973, 403, 1114, 439]
paragraph: Εὐτυχῶς ἐσώθη ὅλη ἡ ἀποστολὴ τὸ πλήρωμα τοῦ ἀτμοπλοίου καὶ οἱ ἐπιβάται· τὸ Ἀγγλοκυπριακόν «Κάβρον». — Προσήραξε εἰς τὰς Ὠνούσσας. — [9, 1246, 219, 1321]
column-6 — [1160, 102, 1503, 2057]
subheadline: ΟΥΔΕΜΙΑ ΑΠΟΦΑΣΙΣ — [1246, 260, 1417, 278]
headline: ΜΕΤΡΑ ΤΟΥ ΥΠΟΥΡΓΕΙΟΥ — [9, 1485, 219, 1536]
paragraph: Τὸ ὑπόμνημα ζητεῖ τὴν ἀπόδοσιν τῶν ἐκκλησιῶν καὶ σχολείων, τὰ ὁποῖα κατελήφθησαν βιαίως, ὡς καὶ τὴν προστασίαν τῶν ἐν ταῖς πόλεσι τῆς Ἀνατολικῆς Ρωμυλίας ὁμογενῶν, ἀνερχομένων εἰς 100,000 ψυχῶν. — [1160, 994, 1503, 1092]
latest-news-box — [940, 108, 1147, 190]
